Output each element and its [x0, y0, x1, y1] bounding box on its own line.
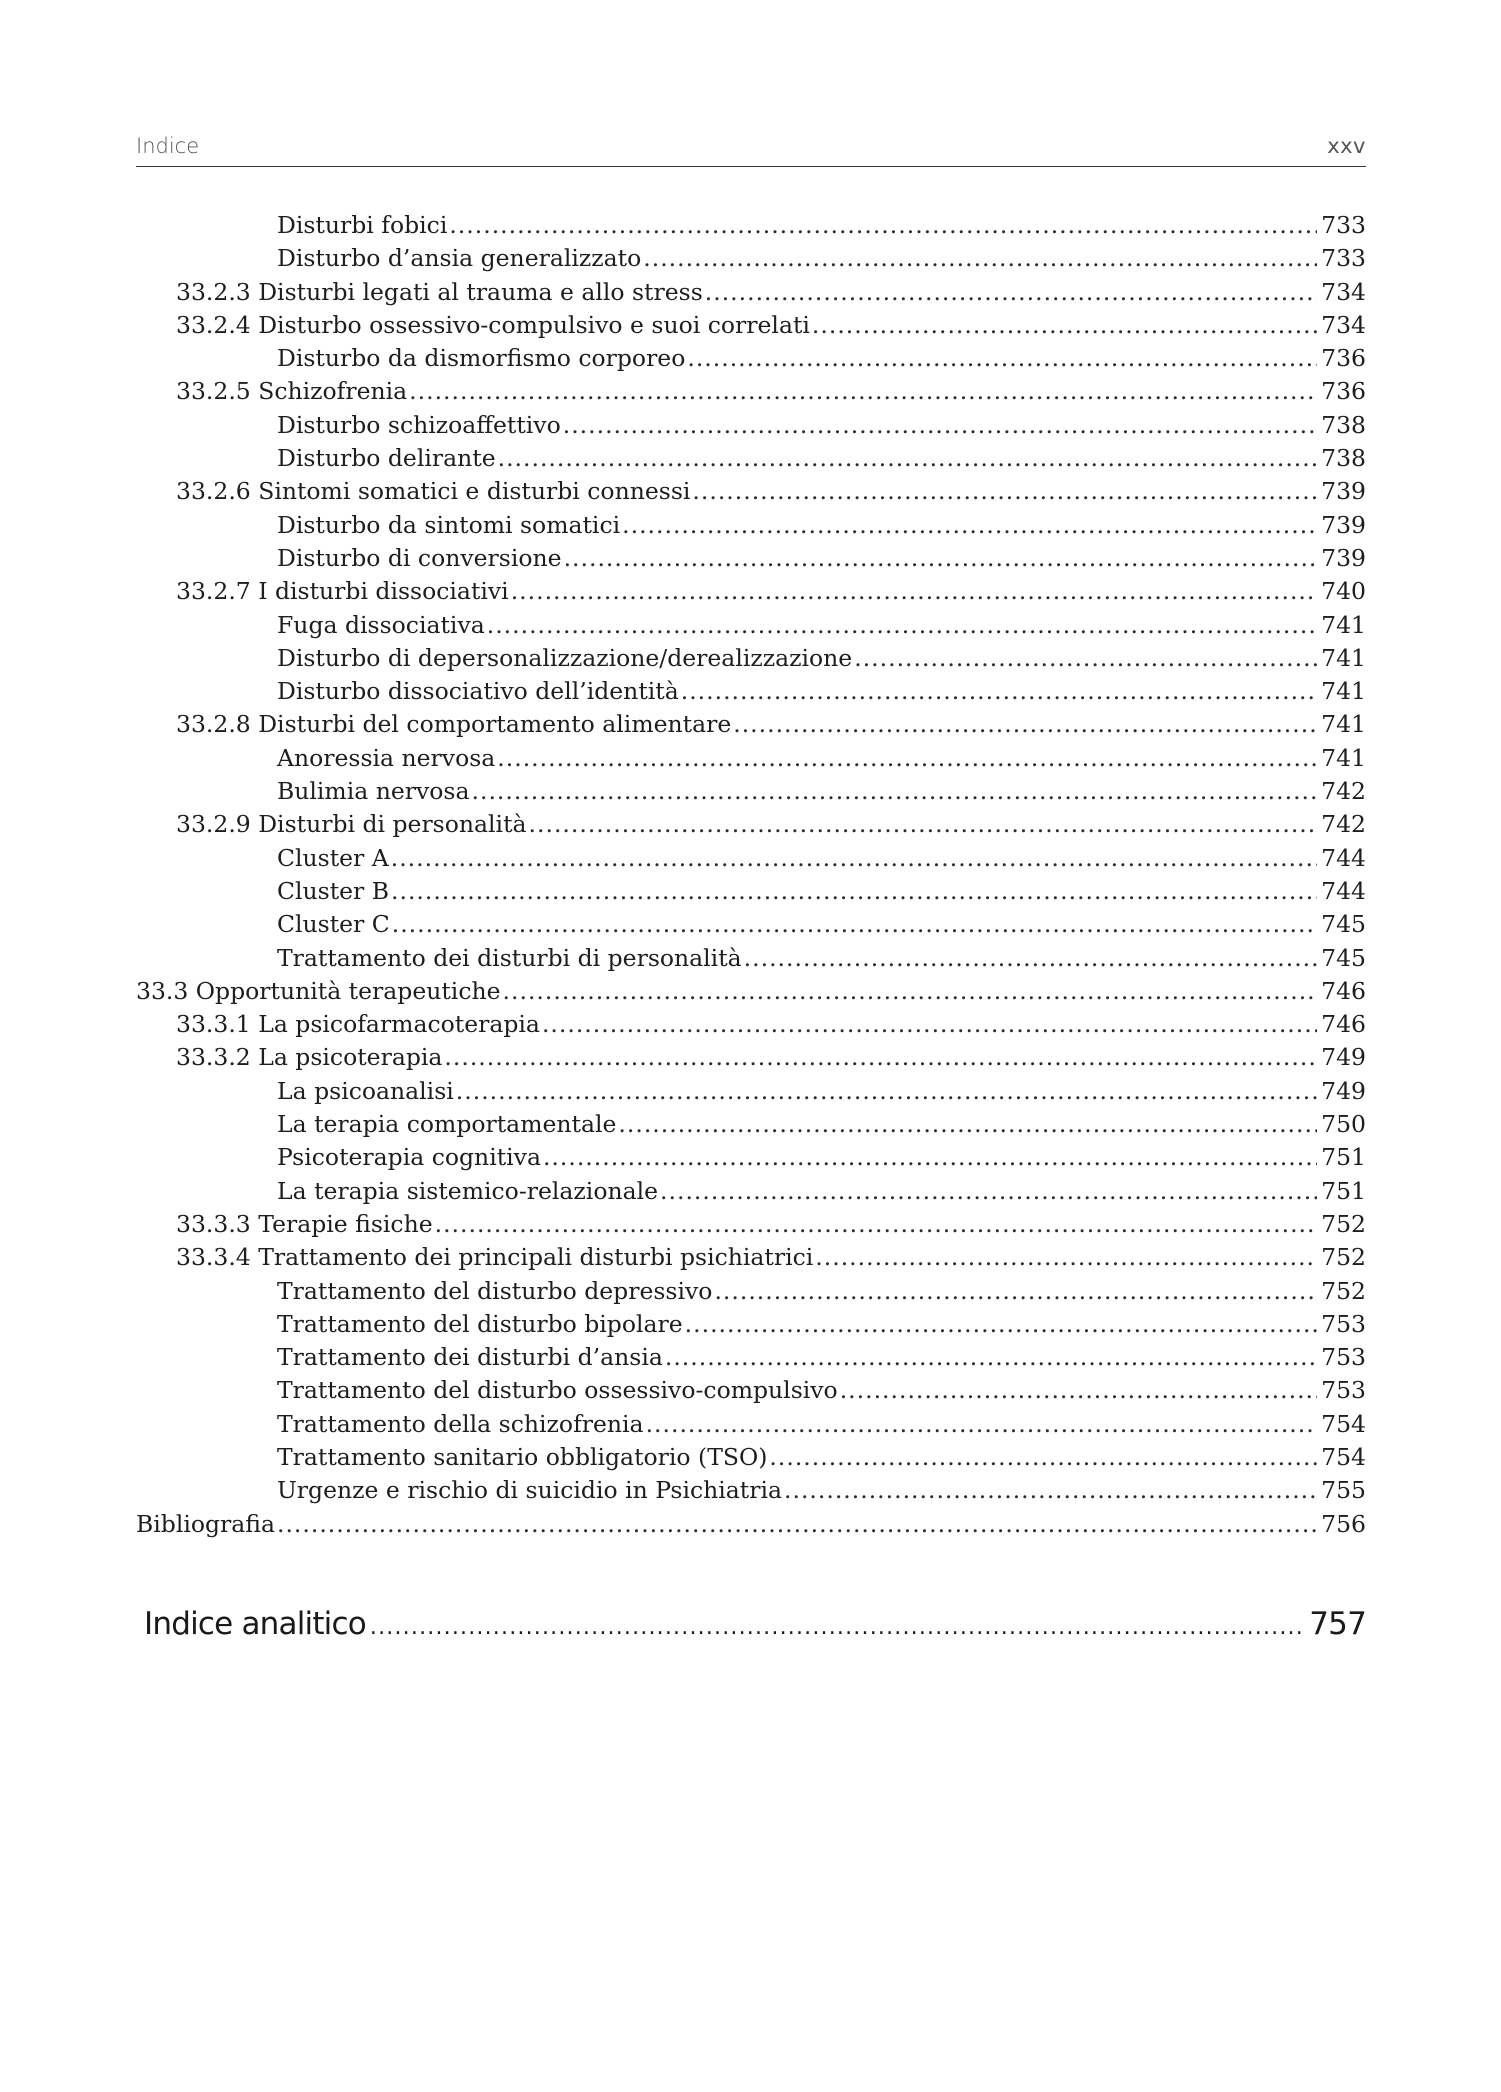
dot-leader	[660, 1175, 1317, 1208]
toc-entry-title: 33.2.8 Disturbi del comportamento alimentare	[176, 710, 732, 739]
toc-entry-page: 753	[1321, 1343, 1366, 1372]
toc-entry-page: 739	[1321, 543, 1366, 572]
toc-entry-title: 33.3.3 Terapie fisiche	[176, 1209, 433, 1238]
toc-entry[interactable]	[136, 1308, 1366, 1341]
toc-entry-title: Trattamento della schizofrenia	[277, 1409, 644, 1438]
toc-entry-page: 751	[1321, 1143, 1366, 1172]
dot-leader	[692, 475, 1317, 508]
toc-entry[interactable]	[136, 742, 1366, 775]
toc-entry[interactable]	[136, 1208, 1366, 1241]
dot-leader	[681, 675, 1317, 708]
toc-entry-title: Fuga dissociativa	[277, 610, 485, 639]
toc-entry-page: 749	[1321, 1076, 1366, 1105]
dot-leader	[449, 209, 1317, 242]
toc-entry-page: 734	[1321, 277, 1366, 306]
toc-entry-page: 756	[1321, 1509, 1366, 1538]
toc-entry-page: 733	[1321, 244, 1366, 273]
toc-entry-title: 33.2.7 I disturbi dissociativi	[176, 577, 509, 606]
page-header	[136, 126, 1366, 167]
toc-entry-title: 33.3.4 Trattamento dei principali disturbi psichiatrici	[176, 1243, 814, 1272]
toc-entry-page: 734	[1321, 310, 1366, 339]
toc-entry-page: 752	[1321, 1276, 1366, 1305]
toc-entry-page: 745	[1321, 943, 1366, 972]
toc-entry[interactable]	[136, 1141, 1366, 1174]
toc-entry-title: La terapia sistemico-relazionale	[277, 1176, 659, 1205]
dot-leader	[435, 1208, 1318, 1241]
toc-entry-page: 736	[1321, 377, 1366, 406]
toc-entry-page: 736	[1321, 344, 1366, 373]
dot-leader	[487, 609, 1317, 642]
dot-leader	[687, 342, 1317, 375]
toc-entry[interactable]	[136, 342, 1366, 375]
toc-entry-title: Psicoterapia cognitiva	[277, 1143, 541, 1172]
toc-entry-page: 741	[1321, 610, 1366, 639]
toc-entry[interactable]	[136, 609, 1366, 642]
toc-entry-title: Cluster A	[277, 843, 389, 872]
toc-entry-page: 757	[1309, 1606, 1366, 1642]
dot-leader	[497, 742, 1317, 775]
toc-entry-page: 754	[1321, 1442, 1366, 1471]
toc-entry-title: Disturbo d’ansia generalizzato	[277, 244, 642, 273]
toc-entry[interactable]	[136, 1374, 1366, 1407]
dot-leader	[542, 1008, 1317, 1041]
toc-entry-page: 749	[1321, 1043, 1366, 1072]
toc-entry-title: 33.2.4 Disturbo ossessivo-compulsivo e suoi correlati	[176, 310, 810, 339]
toc-entry-page: 752	[1321, 1243, 1366, 1272]
dot-leader	[622, 509, 1317, 542]
toc-entry-title: 33.3 Opportunità terapeutiche	[136, 976, 501, 1005]
toc-entry-title: Trattamento del disturbo bipolare	[277, 1309, 683, 1338]
toc-entry-page: 746	[1321, 1010, 1366, 1039]
toc-entry-title: 33.3.1 La psicofarmacoterapia	[176, 1010, 540, 1039]
toc-entry[interactable]	[136, 309, 1366, 342]
toc-entry[interactable]	[136, 808, 1366, 841]
toc-entry-page: 740	[1321, 577, 1366, 606]
toc-entry-page: 752	[1321, 1209, 1366, 1238]
toc-entry-title: 33.2.9 Disturbi di personalità	[176, 810, 527, 839]
dot-leader	[391, 875, 1317, 908]
dot-leader	[503, 975, 1318, 1008]
toc-entry-page: 753	[1321, 1376, 1366, 1405]
dot-leader	[744, 942, 1317, 975]
toc-entry-page: 733	[1321, 211, 1366, 239]
toc-entry[interactable]	[136, 842, 1366, 875]
toc-entry-title: Anoressia nervosa	[277, 743, 496, 772]
toc-entry-title: Urgenze e rischio di suicidio in Psichiatria	[277, 1476, 782, 1505]
toc-entry[interactable]	[136, 1408, 1366, 1441]
toc-entry[interactable]	[136, 908, 1366, 941]
toc-entry-title: Trattamento del disturbo ossessivo-compulsivo	[277, 1376, 838, 1405]
toc-entry[interactable]	[136, 1108, 1366, 1141]
toc-entry[interactable]	[136, 975, 1366, 1008]
toc-entry[interactable]	[136, 375, 1366, 408]
toc-entry[interactable]	[136, 1241, 1366, 1274]
toc-entry[interactable]	[136, 542, 1366, 575]
dot-leader	[409, 375, 1317, 408]
toc-entry[interactable]	[136, 1008, 1366, 1041]
toc-entry[interactable]	[136, 276, 1366, 309]
toc-entry-page: 753	[1321, 1309, 1366, 1338]
dot-leader	[370, 1603, 1305, 1653]
dot-leader	[840, 1374, 1317, 1407]
toc-entry-title: Disturbo dissociativo dell’identità	[277, 677, 679, 706]
dot-leader	[472, 775, 1318, 808]
toc-entry-page: 742	[1321, 810, 1366, 839]
toc-entry-page: 744	[1321, 843, 1366, 872]
toc-entry-title: Trattamento dei disturbi di personalità	[277, 943, 742, 972]
dot-leader	[618, 1108, 1317, 1141]
dot-leader	[511, 575, 1317, 608]
toc-entry-title: Disturbo da dismorfismo corporeo	[277, 344, 686, 373]
toc-entry-title: Bibliografia	[136, 1509, 275, 1538]
toc-entry-title: Trattamento del disturbo depressivo	[277, 1276, 713, 1305]
toc-entry-title: La terapia comportamentale	[277, 1110, 617, 1139]
running-head-title: Indice	[136, 134, 200, 158]
dot-leader	[854, 642, 1317, 675]
toc-entry[interactable]	[136, 475, 1366, 508]
toc-entry-title: 33.2.3 Disturbi legati al trauma e allo stress	[176, 277, 703, 306]
toc-entry[interactable]	[136, 1508, 1366, 1541]
toc-entry-page: 741	[1321, 643, 1366, 672]
dot-leader	[529, 808, 1318, 841]
toc-entry-page: 741	[1321, 710, 1366, 739]
toc-entry-page: 745	[1321, 910, 1366, 939]
dot-leader	[444, 1041, 1317, 1074]
toc-entry[interactable]	[136, 875, 1366, 908]
toc-entry[interactable]	[136, 242, 1366, 275]
toc-entry[interactable]	[136, 1175, 1366, 1208]
toc-entry-title: Disturbo di depersonalizzazione/derealizzazione	[277, 643, 853, 672]
toc-entry[interactable]	[136, 708, 1366, 741]
toc-entry[interactable]	[136, 1041, 1366, 1074]
dot-leader	[733, 708, 1317, 741]
dot-leader	[543, 1141, 1317, 1174]
toc-entry-page: 738	[1321, 410, 1366, 439]
toc-entry[interactable]	[136, 1275, 1366, 1308]
toc-entry-title: Disturbo schizoaffettivo	[277, 410, 561, 439]
toc-entry[interactable]	[136, 442, 1366, 475]
dot-leader	[665, 1341, 1317, 1374]
toc-entry-title: 33.2.5 Schizofrenia	[176, 377, 408, 406]
toc-entry[interactable]	[136, 209, 1366, 242]
dot-leader	[769, 1441, 1317, 1474]
toc-entry-page: 744	[1321, 876, 1366, 905]
toc-entry-title: Trattamento sanitario obbligatorio (TSO)	[277, 1442, 768, 1471]
toc-entry-title: Disturbo delirante	[277, 444, 496, 473]
dot-leader	[714, 1275, 1317, 1308]
toc-entry-title: Disturbo da sintomi somatici	[277, 510, 621, 539]
toc-entry-title: 33.3.2 La psicoterapia	[176, 1043, 443, 1072]
toc-entry-page: 741	[1321, 743, 1366, 772]
toc-entry-title: Cluster C	[277, 910, 390, 939]
toc-entry-page: 750	[1321, 1110, 1366, 1139]
table-of-contents	[136, 209, 1366, 1541]
dot-leader	[784, 1474, 1317, 1507]
toc-entry-page: 751	[1321, 1176, 1366, 1205]
dot-leader	[685, 1308, 1317, 1341]
toc-entry-page: 742	[1321, 777, 1366, 806]
toc-entry-title: Cluster B	[277, 876, 390, 905]
toc-entry-page: 755	[1321, 1476, 1366, 1505]
dot-leader	[815, 1241, 1317, 1274]
toc-entry-title: 33.2.6 Sintomi somatici e disturbi connessi	[176, 477, 691, 506]
toc-entry[interactable]	[136, 1474, 1366, 1507]
dot-leader	[705, 276, 1317, 309]
toc-entry-title: Indice analitico	[144, 1606, 366, 1642]
dot-leader	[277, 1508, 1317, 1541]
dot-leader	[812, 309, 1317, 342]
toc-entry[interactable]	[136, 942, 1366, 975]
toc-entry-title: Bulimia nervosa	[277, 777, 470, 806]
toc-entry-page: 746	[1321, 976, 1366, 1005]
toc-entry-title: Disturbo di conversione	[277, 543, 562, 572]
dot-leader	[643, 242, 1317, 275]
page-number-roman: xxv	[1327, 134, 1366, 158]
toc-entry-page: 738	[1321, 444, 1366, 473]
dot-leader	[564, 542, 1318, 575]
toc-entry-title: Disturbi fobici	[277, 211, 448, 239]
toc-entry-page: 739	[1321, 510, 1366, 539]
dot-leader	[391, 842, 1317, 875]
toc-entry[interactable]	[136, 1075, 1366, 1108]
toc-entry-page: 739	[1321, 477, 1366, 506]
toc-entry-page: 741	[1321, 677, 1366, 706]
toc-entry[interactable]	[136, 775, 1366, 808]
dot-leader	[563, 409, 1317, 442]
toc-entry-index[interactable]	[144, 1599, 1366, 1649]
dot-leader	[498, 442, 1318, 475]
toc-entry[interactable]	[136, 1441, 1366, 1474]
dot-leader	[392, 908, 1317, 941]
toc-entry[interactable]	[136, 1341, 1366, 1374]
toc-entry-title: La psicoanalisi	[277, 1076, 454, 1105]
toc-entry-title: Trattamento dei disturbi d’ansia	[277, 1343, 663, 1372]
toc-entry[interactable]	[136, 575, 1366, 608]
toc-entry[interactable]	[136, 642, 1366, 675]
toc-entry[interactable]	[136, 509, 1366, 542]
dot-leader	[646, 1408, 1318, 1441]
toc-entry-page: 754	[1321, 1409, 1366, 1438]
dot-leader	[456, 1075, 1317, 1108]
toc-entry[interactable]	[136, 675, 1366, 708]
toc-entry[interactable]	[136, 409, 1366, 442]
